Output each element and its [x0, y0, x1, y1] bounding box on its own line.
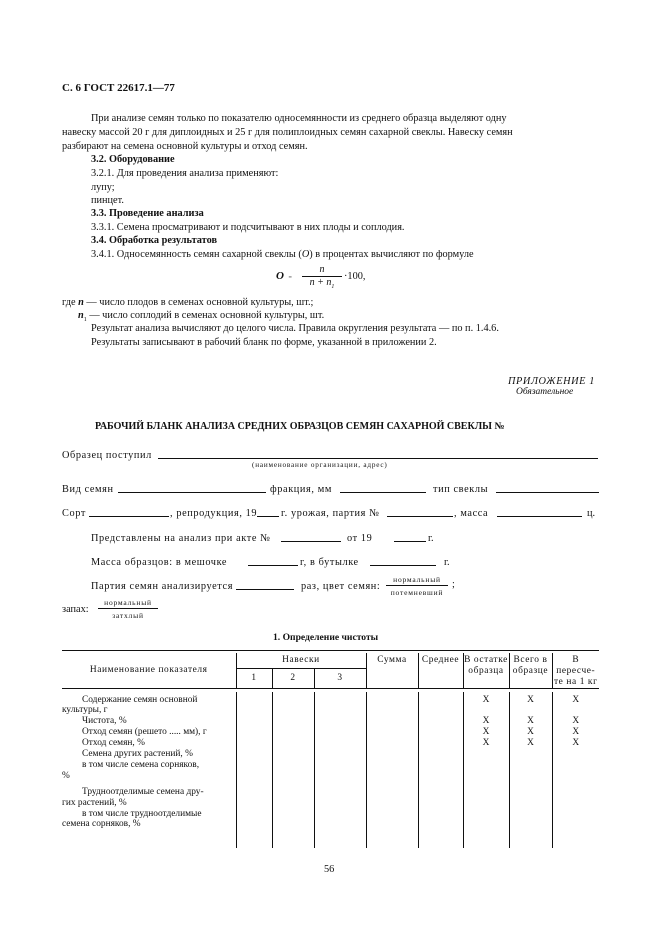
legend-n: где n — число плодов в семенах основной культуры, шт.;	[62, 297, 314, 308]
row-hard-weeds-cont: семена сорняков, %	[62, 819, 141, 830]
row-hard-other: Трудноотделимые семена дру-	[82, 786, 204, 797]
variety-label: Сорт	[62, 508, 86, 519]
act-year-line	[394, 541, 426, 542]
reproduction-label: , репродукция, 19	[170, 508, 258, 519]
color-normal: нормальный	[386, 575, 448, 586]
intro-line-2: навеску массой 20 г для диплоидных и 25 г для полиплоидных семян сахарной свеклы. Навеску семян	[62, 127, 513, 138]
formula-rhs: ·100,	[344, 271, 366, 282]
bag-mass-line	[248, 565, 298, 566]
page-number: 56	[324, 864, 335, 875]
mass-line	[497, 516, 582, 517]
submitted-label: Представлены на анализ при акте №	[91, 533, 271, 544]
fraction-line	[340, 492, 426, 493]
seed-type-label: Вид семян	[62, 484, 114, 495]
row-waste-percent: Отход семян, %	[82, 738, 145, 749]
section-3-4-title: 3.4. Обработка результатов	[91, 235, 218, 246]
cell-sample-2[interactable]	[272, 692, 314, 848]
cell-total: X X X X	[509, 692, 552, 848]
act-g: г.	[428, 533, 434, 544]
beet-type-label: тип свеклы	[433, 484, 489, 495]
header-total: Всего в образце	[509, 653, 552, 689]
bottle-g: г.	[444, 557, 450, 568]
header-per-kg: В пересче- те на 1 кг	[553, 654, 598, 687]
item-lupa: лупу;	[91, 182, 115, 193]
row-other-plants: Семена других растений, %	[82, 749, 193, 760]
section-3-3-1: 3.3.1. Семена просматривают и подсчитывают в них плоды и соплодия.	[91, 222, 405, 233]
mass-label: , масса	[454, 508, 489, 519]
act-number-line	[281, 541, 341, 542]
header-samples: Навески	[236, 653, 366, 669]
seed-color-fraction	[386, 575, 448, 597]
header-avg: Среднее	[418, 653, 463, 689]
row-waste-sieve: Отход семян (решето ..... мм), г	[82, 727, 207, 738]
cell-sample-3[interactable]	[314, 692, 366, 848]
bottle-mass-line	[370, 565, 436, 566]
row-hard-other-cont: гих растений, %	[62, 797, 127, 808]
smell-fraction	[98, 598, 158, 620]
cell-sum[interactable]	[366, 692, 418, 848]
header-sum: Сумма	[366, 653, 418, 689]
color-dark: потемневший	[390, 588, 444, 597]
formula-lhs: О	[276, 270, 284, 282]
formula-numerator: n	[302, 264, 342, 277]
cell-avg[interactable]	[418, 692, 463, 848]
header-name: Наименование показателя	[62, 653, 236, 689]
row-labels	[62, 692, 236, 848]
sample-received-line	[158, 458, 598, 459]
cell-sample-1[interactable]	[236, 692, 272, 848]
formula-denominator: $n + n_1$	[309, 277, 335, 290]
org-hint: (наименование организации, адрес)	[252, 461, 388, 469]
sample-received-label: Образец поступил	[62, 450, 152, 461]
intro-line-3: разбирают на семена основной культуры и отход семян.	[62, 141, 308, 152]
cell-per-kg: X X X X	[552, 692, 599, 848]
legend-n1: $n_1$ — число соплодий в семенах основной культуры, шт.	[78, 310, 325, 324]
formula-fraction	[302, 264, 342, 293]
header-sample-2: 2	[272, 669, 314, 689]
row-weeds-cont: %	[62, 770, 70, 781]
fraction-label: фракция, мм	[270, 484, 332, 495]
result-record: Результаты записывают в рабочий бланк по форме, указанной в приложении 2.	[91, 337, 437, 348]
s341-text-a: 3.4.1. Односемянность семян сахарной свеклы (	[91, 249, 302, 260]
color-semicolon: ;	[452, 579, 455, 590]
purity-table	[62, 650, 599, 848]
cell-rest: X X X X	[463, 692, 509, 848]
s341-text-b: ) в процентах вычисляют по формуле	[309, 249, 474, 260]
batch-analyzed-label: Партия семян анализируется	[91, 581, 234, 592]
appendix-status: Обязательное	[516, 387, 574, 397]
row-main-crop-cont: культуры, г	[62, 705, 108, 716]
times-color-label: раз, цвет семян:	[301, 581, 381, 592]
item-pincet: пинцет.	[91, 195, 124, 206]
section-3-3-title: 3.3. Проведение анализа	[91, 208, 204, 219]
smell-musty: затхлый	[112, 611, 144, 620]
header-sample-3: 3	[314, 669, 366, 689]
times-line	[236, 589, 294, 590]
section-3-2-title: 3.2. Оборудование	[91, 154, 175, 165]
result-rule: Результат анализа вычисляют до целого числа. Правила округления результата — по п. 1.4.6.	[91, 323, 499, 334]
year-line	[257, 516, 279, 517]
beet-type-line	[496, 492, 599, 493]
row-hard-weeds: в том числе трудноотделимые	[82, 808, 202, 819]
header-sample-1: 1	[236, 669, 272, 689]
header-rest: В остатке образца	[463, 653, 509, 689]
formula-eq: =	[288, 275, 292, 281]
variety-line	[89, 516, 169, 517]
seed-type-line	[118, 492, 266, 493]
formula	[276, 270, 292, 285]
in-bottle-label: г, в бутылке	[300, 557, 359, 568]
smell-normal: нормальный	[98, 598, 158, 609]
smell-label: запах:	[62, 604, 89, 615]
form-title: РАБОЧИЙ БЛАНК АНАЛИЗА СРЕДНИХ ОБРАЗЦОВ СЕМЯН САХАРНОЙ СВЕКЛЫ №	[95, 421, 505, 432]
row-main-crop: Содержание семян основной	[82, 694, 198, 705]
batch-line	[387, 516, 453, 517]
page-header: С. 6 ГОСТ 22617.1—77	[62, 82, 175, 94]
intro-line-1: При анализе семян только по показателю односемянности из среднего образца выделяют одну	[91, 113, 507, 124]
from19-label: от 19	[347, 533, 373, 544]
appendix-title: ПРИЛОЖЕНИЕ 1	[508, 376, 595, 387]
purity-title: 1. Определение чистоты	[273, 632, 379, 643]
row-weeds: в том числе семена сорняков,	[82, 759, 200, 770]
section-3-4-1	[91, 248, 474, 261]
row-purity: Чистота, %	[82, 716, 127, 727]
s341-var: О	[301, 249, 310, 260]
harvest-label: г. урожая, партия №	[281, 508, 380, 519]
samples-mass-label: Масса образцов: в мешочке	[91, 557, 228, 568]
section-3-2-1: 3.2.1. Для проведения анализа применяют:	[91, 168, 279, 179]
mass-unit: ц.	[587, 508, 596, 519]
